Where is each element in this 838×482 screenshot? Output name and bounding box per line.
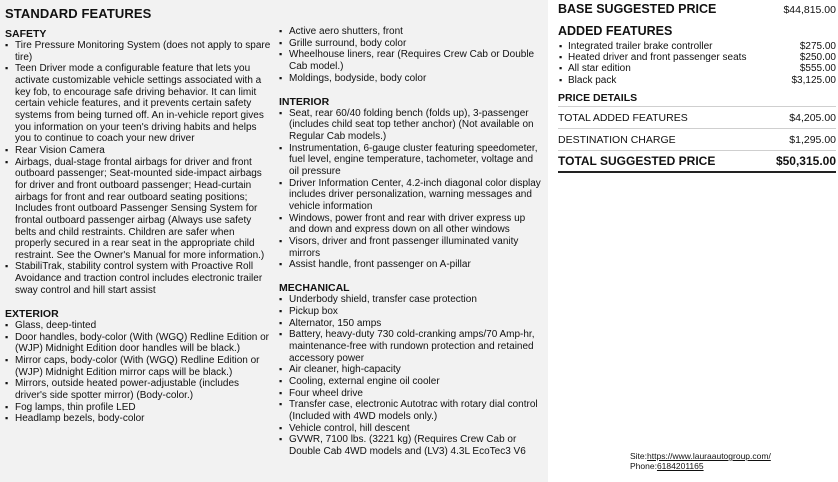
mechanical-list bbox=[279, 294, 544, 457]
added-feature-price: $3,125.00 bbox=[791, 74, 836, 86]
list-item: ▪ Air cleaner, high-capacity bbox=[279, 364, 544, 376]
total-added-label: TOTAL ADDED FEATURES bbox=[558, 111, 688, 124]
added-features-title: ADDED FEATURES bbox=[558, 24, 673, 38]
list-item: ▪ GVWR, 7100 lbs. (3221 kg) (Requires Crew Cab or Double Cab 4WD models and (LV3) 4.3L EcoTec3 V6 bbox=[279, 434, 544, 457]
pricing-panel bbox=[558, 0, 836, 173]
list-item: ▪ Airbags, dual-stage frontal airbags for driver and front outboard passenger; Seat-mounted side-impact airbags for driver and front outboard passenger; Head-curtain airbags for front and rear outboard seating positions; Includes front outboard Passenger Sensing System for frontal outboard passenger airbag (Always use safety belts and child restraints. Children are safer when properly secured in a rear seat in the appropriate child restraint. See the Owner's Manual for more information.) bbox=[5, 157, 273, 262]
list-item: ▪ Mirror caps, body-color (With (WGQ) Redline Edition or (WJP) Midnight Edition mirror caps will be black.) bbox=[5, 355, 273, 378]
added-feature-price: $555.00 bbox=[799, 63, 836, 75]
destination-row bbox=[558, 129, 836, 151]
total-price-value: $50,315.00 bbox=[775, 153, 836, 168]
added-feature-row bbox=[558, 41, 836, 52]
mechanical-title: MECHANICAL bbox=[279, 282, 350, 295]
list-item: ▪ Transfer case, electronic Autotrac with rotary dial control (Included with 4WD models only.) bbox=[279, 399, 544, 422]
added-feature-label: ▪ Heated driver and front passenger seats bbox=[568, 52, 747, 64]
safety-list bbox=[5, 40, 273, 296]
list-item: ▪ Glass, deep-tinted bbox=[5, 320, 273, 332]
list-item: ▪ Door handles, body-color (With (WGQ) Redline Edition or (WJP) Midnight Edition door handles will be black.) bbox=[5, 332, 273, 355]
list-item: ▪ Instrumentation, 6-gauge cluster featuring speedometer, fuel level, engine temperature, tachometer, voltage and oil pressure bbox=[279, 143, 544, 178]
safety-title: SAFETY bbox=[5, 28, 47, 40]
total-price-label: TOTAL SUGGESTED PRICE bbox=[558, 153, 716, 168]
added-feature-label: ▪ Integrated trailer brake controller bbox=[568, 41, 713, 52]
added-feature-row bbox=[558, 52, 836, 63]
list-item: ▪ Battery, heavy-duty 730 cold-cranking amps/70 Amp-hr, maintenance-free with rundown protection and retained accessory power bbox=[279, 329, 544, 364]
list-item: ▪ Mirrors, outside heated power-adjustable (includes driver's side spotter mirror) (Body-color.) bbox=[5, 378, 273, 401]
exterior-continued-list bbox=[279, 26, 544, 84]
added-feature-price: $275.00 bbox=[799, 41, 836, 52]
list-item: ▪ StabiliTrak, stability control system with Proactive Roll Avoidance and traction control includes electronic trailer sway control and hill start assist bbox=[5, 261, 273, 296]
list-item: ▪ Grille surround, body color bbox=[279, 38, 544, 50]
features-column-right bbox=[279, 26, 544, 458]
added-feature-label: ▪ Black pack bbox=[568, 74, 617, 86]
destination-label: DESTINATION CHARGE bbox=[558, 133, 676, 146]
phone-link[interactable]: 6184201165 bbox=[656, 461, 704, 471]
interior-list bbox=[279, 108, 544, 271]
exterior-list bbox=[5, 320, 273, 425]
features-column-left bbox=[5, 0, 273, 425]
base-price-value: $44,815.00 bbox=[783, 4, 836, 16]
list-item: ▪ Seat, rear 60/40 folding bench (folds up), 3-passenger (includes child seat top tether anchor) (Not available on Regular Cab models.) bbox=[279, 108, 544, 143]
added-feature-row bbox=[558, 63, 836, 74]
list-item: ▪ Assist handle, front passenger on A-pillar bbox=[279, 259, 544, 271]
list-item: ▪ Tire Pressure Monitoring System (does not apply to spare tire) bbox=[5, 40, 273, 63]
dealer-contact bbox=[630, 451, 771, 471]
site-link[interactable]: https://www.lauraautogroup.com/ bbox=[647, 451, 771, 461]
total-added-value: $4,205.00 bbox=[789, 111, 836, 124]
list-item: ▪ Fog lamps, thin profile LED bbox=[5, 402, 273, 414]
interior-title: INTERIOR bbox=[279, 95, 330, 108]
list-item: ▪ Four wheel drive bbox=[279, 388, 544, 400]
added-feature-label: ▪ All star edition bbox=[568, 63, 631, 75]
list-item: ▪ Teen Driver mode a configurable feature that lets you activate customizable vehicle settings associated with a key fob, to encourage safe driving behavior. It can limit certain vehicle features, and it prevents certain safety systems from being turned off. An in-vehicle report gives you information on your teen's driving habits and helps you to continue to coach your new driver bbox=[5, 63, 273, 145]
list-item: ▪ Active aero shutters, front bbox=[279, 26, 544, 38]
site-line bbox=[630, 451, 771, 461]
phone-line bbox=[630, 461, 771, 471]
list-item: ▪ Vehicle control, hill descent bbox=[279, 423, 544, 435]
standard-features-title: STANDARD FEATURES bbox=[5, 6, 152, 21]
price-details-title: PRICE DETAILS bbox=[558, 92, 836, 107]
list-item: ▪ Cooling, external engine oil cooler bbox=[279, 376, 544, 388]
list-item: ▪ Rear Vision Camera bbox=[5, 145, 273, 157]
list-item: ▪ Moldings, bodyside, body color bbox=[279, 73, 544, 85]
added-feature-price: $250.00 bbox=[799, 52, 836, 64]
list-item: ▪ Alternator, 150 amps bbox=[279, 318, 544, 330]
list-item: ▪ Driver Information Center, 4.2-inch diagonal color display includes driver personalization, warning messages and vehicle information bbox=[279, 178, 544, 213]
exterior-title: EXTERIOR bbox=[5, 307, 59, 320]
list-item: ▪ Pickup box bbox=[279, 306, 544, 318]
total-price-row bbox=[558, 151, 836, 173]
list-item: ▪ Underbody shield, transfer case protection bbox=[279, 294, 544, 306]
destination-value: $1,295.00 bbox=[789, 133, 836, 146]
base-price-row bbox=[558, 2, 836, 16]
added-feature-row bbox=[558, 75, 836, 86]
base-price-label: BASE SUGGESTED PRICE bbox=[558, 2, 717, 16]
phone-label: Phone: bbox=[630, 461, 657, 471]
list-item: ▪ Wheelhouse liners, rear (Requires Crew Cab or Double Cab model.) bbox=[279, 49, 544, 72]
site-label: Site: bbox=[630, 451, 648, 461]
total-added-row bbox=[558, 107, 836, 129]
list-item: ▪ Visors, driver and front passenger illuminated vanity mirrors bbox=[279, 236, 544, 259]
list-item: ▪ Windows, power front and rear with driver express up and down and express down on all other windows bbox=[279, 213, 544, 236]
list-item: ▪ Headlamp bezels, body-color bbox=[5, 413, 273, 425]
